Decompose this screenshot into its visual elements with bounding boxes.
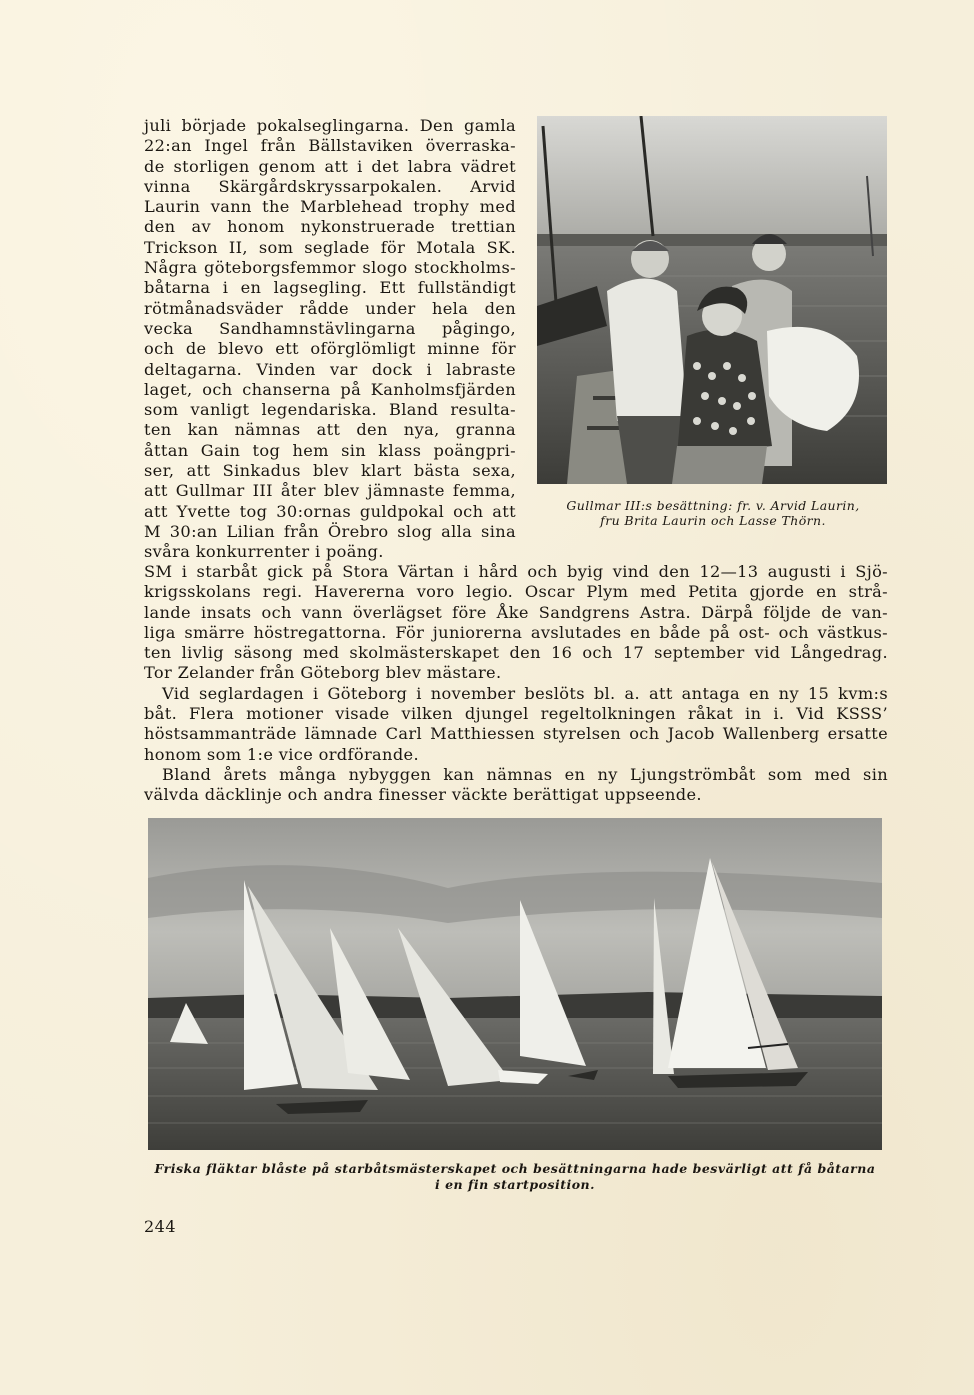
text-line: Tor Zelander från Göteborg blev mästare. [144,663,502,683]
caption-line: Friska fläktar blåste på starbåtsmästerskapet och besättningarna hade besvärligt att få båtarna [154,1161,876,1176]
caption-line: i en fin startposition. [435,1177,595,1192]
text-line: de storligen genom att i det labra vädret [144,156,516,176]
starboat-race-photo [148,818,882,1150]
text-line: lande insats och vann överlägset före Åke Sandgrens Astra. Därpå följde de van- [144,602,888,622]
paragraph-seglardagen [144,684,888,765]
crew-photo-caption [537,498,889,528]
starboat-race-illustration [148,818,882,1150]
left-text-column [144,116,516,563]
text-line: Bland årets många nybyggen kan nämnas en ny Ljungströmbåt som med sin [162,764,888,784]
text-line: båtarna i en lagsegling. Ett fullständigt [144,278,516,298]
text-line: ten kan nämnas att den nya, granna [144,420,516,440]
text-line: att Gullmar III åter blev jämnaste femma, [144,481,516,501]
text-line: åttan Gain tog hem sin klass poängpri- [144,440,516,460]
race-photo-caption [148,1161,882,1193]
text-line: liga smärre höstregattorna. För juniorerna avslutades en både på ost- och västkus- [144,622,888,642]
text-line: deltagarna. Vinden var dock i labraste [144,359,516,379]
text-line: honom som 1:e vice ordförande. [144,744,419,764]
text-line: och de blevo ett oförglömligt minne för [144,339,516,359]
paragraph-sm-starbat [144,562,888,684]
text-line: Vid seglardagen i Göteborg i november beslöts bl. a. att antaga en ny 15 kvm:s [162,683,888,703]
caption-line: Gullmar III:s besättning: fr. v. Arvid Laurin, [566,498,860,513]
text-line: svåra konkurrenter i poäng. [144,542,384,562]
left-paragraph [144,116,516,563]
text-line: ser, att Sinkadus blev klart bästa sexa, [144,461,516,481]
text-line: vecka Sandhamnstävlingarna pågingo, [144,318,516,338]
text-line: krigsskolans regi. Havererna voro legio. Oscar Plym med Petita gjorde en strå- [144,582,888,602]
text-line: M 30:an Lilian från Örebro slog alla sina [144,521,516,541]
text-line: rötmånadsväder rådde under hela den [144,298,516,318]
text-line: SM i starbåt gick på Stora Värtan i hård och byig vind den 12—13 augusti i Sjö- [144,562,888,581]
text-line: som vanligt legendariska. Bland resulta- [144,400,516,420]
full-width-text [144,562,888,806]
text-line: Några göteborgsfemmor slogo stockholms- [144,258,516,278]
crew-photo [537,116,887,484]
crew-photo-illustration [537,116,887,484]
text-line: laget, och chanserna på Kanholmsfjärden [144,379,516,399]
text-line: juli började pokalseglingarna. Den gamla [144,116,516,135]
text-line: båt. Flera motioner visade vilken djungel regeltolkningen råkat in i. Vid KSSS’ [144,704,888,724]
text-line: Trickson II, som seglade för Motala SK. [144,237,516,257]
text-line: 22:an Ingel från Bällstaviken överraska- [144,136,516,156]
text-line: den av honom nykonstruerade trettian [144,217,516,237]
text-line: höstsammanträde lämnade Carl Matthiessen styrelsen och Jacob Wallenberg ersatte [144,724,888,744]
text-line: Laurin vann the Marblehead trophy med [144,197,516,217]
text-line: att Yvette tog 30:ornas guldpokal och att [144,501,516,521]
text-line: välvda däcklinje och andra finesser väckte berättigat uppseende. [144,785,702,805]
paragraph-nybyggen [144,765,888,806]
text-line: ten livlig säsong med skolmästerskapet den 16 och 17 september vid Långedrag. [144,643,888,663]
text-line: vinna Skärgårdskryssarpokalen. Arvid [144,176,516,196]
page-number: 244 [144,1217,177,1236]
caption-line: fru Brita Laurin och Lasse Thörn. [600,513,826,528]
